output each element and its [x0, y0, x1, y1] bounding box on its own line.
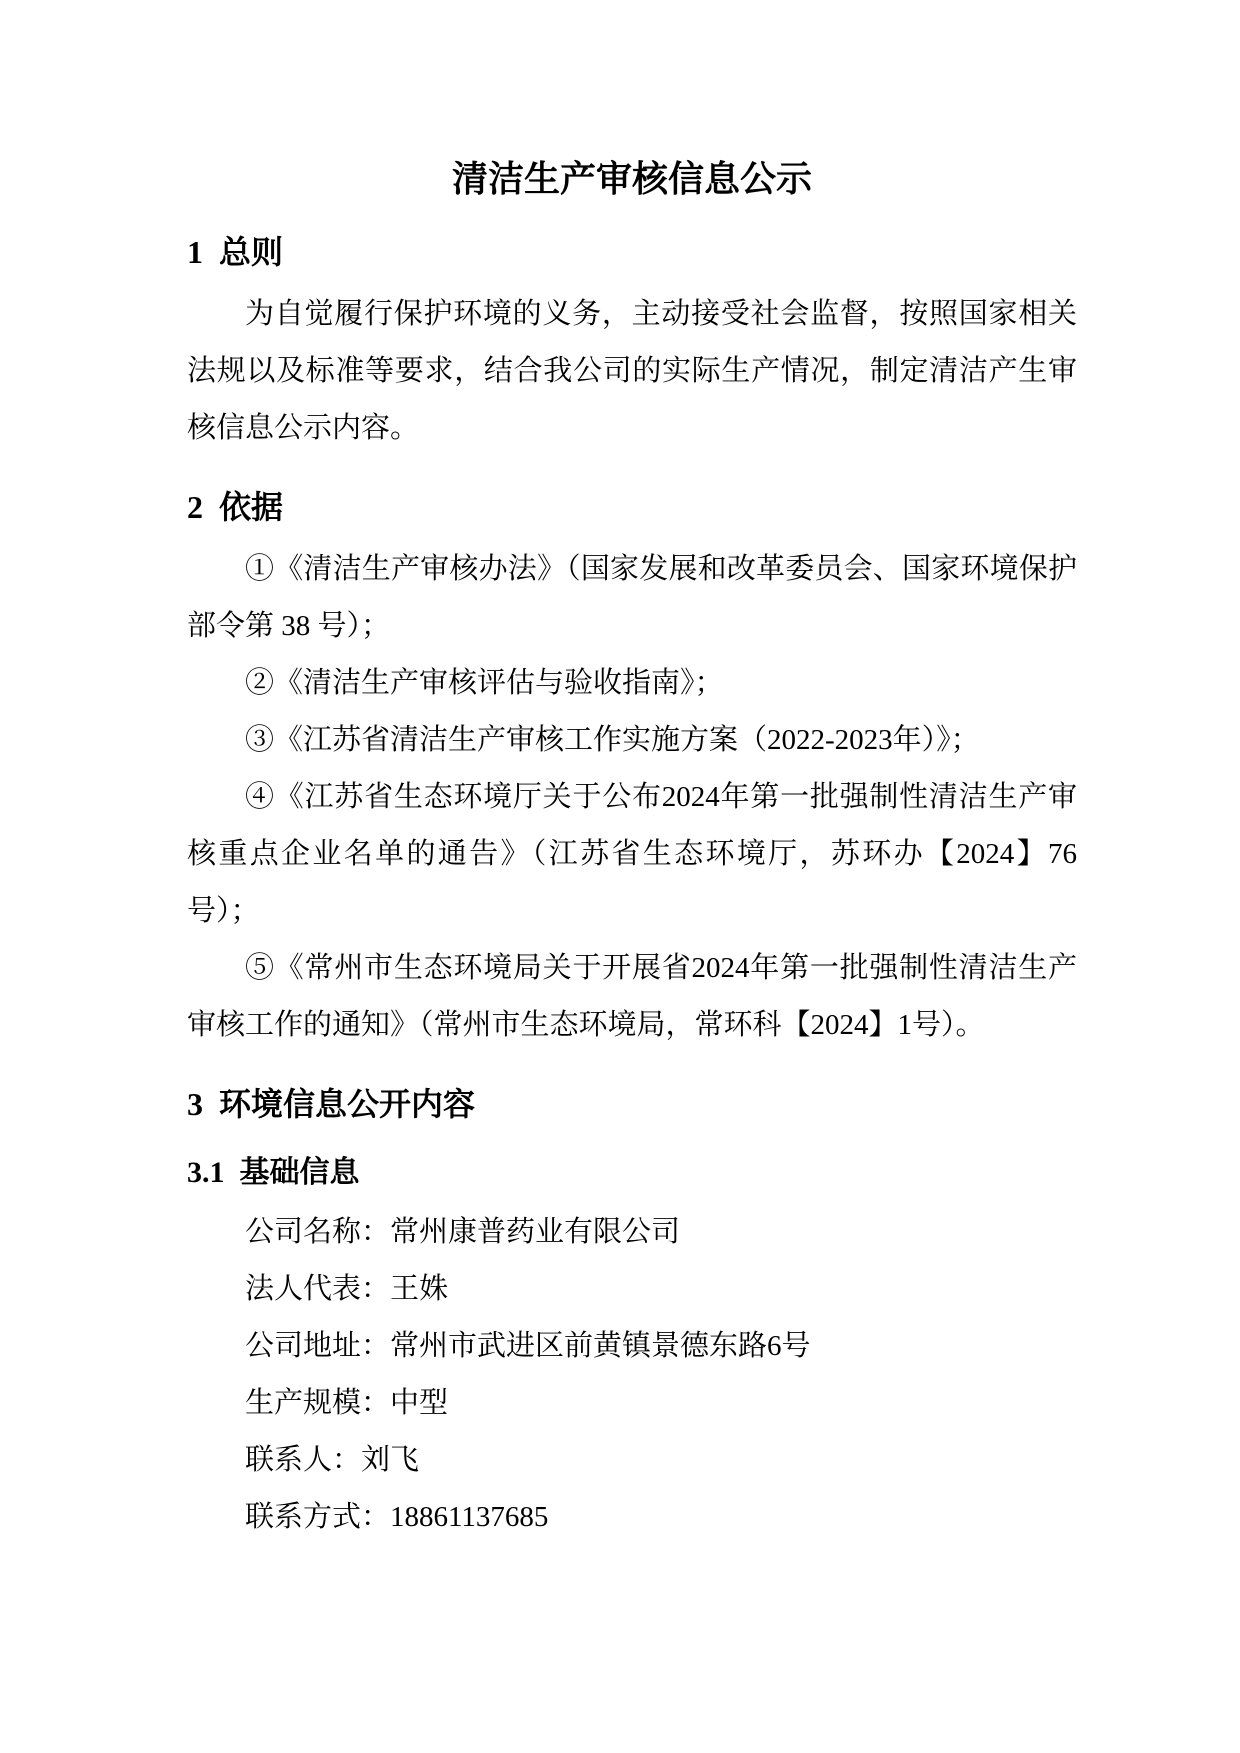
info-line-production-scale: 生产规模：中型	[245, 1387, 449, 1419]
info-line-contact-person: 联系人：刘飞	[245, 1444, 420, 1476]
basis-item-1: ①《清洁生产审核办法》（国家发展和改革委员会、国家环境保护部令第 38 号）；	[187, 553, 1077, 642]
basis-item-4: ④《江苏省生态环境厅关于公布2024年第一批强制性清洁生产审核重点企业名单的通告》（江苏省生态环境厅，苏环办【2024】76号）；	[187, 781, 1077, 927]
section-1-paragraph: 为自觉履行保护环境的义务，主动接受社会监督，按照国家相关法规以及标准等要求，结合我公司的实际生产情况，制定清洁产生审核信息公示内容。	[187, 298, 1077, 444]
section-1-heading: 1 总则	[187, 234, 284, 270]
basis-item-2: ②《清洁生产审核评估与验收指南》；	[245, 667, 724, 699]
info-line-company-name: 公司名称：常州康普药业有限公司	[245, 1216, 681, 1248]
basis-item-5: ⑤《常州市生态环境局关于开展省2024年第一批强制性清洁生产审核工作的通知》（常州市生态环境局，常环科【2024】1号）。	[187, 952, 1077, 1041]
info-line-company-address: 公司地址：常州市武进区前黄镇景德东路6号	[245, 1330, 811, 1362]
section-3-heading: 3 环境信息公开内容	[187, 1086, 476, 1122]
info-line-contact-phone: 联系方式：18861137685	[245, 1501, 549, 1533]
basis-item-3: ③《江苏省清洁生产审核工作实施方案（2022-2023年）》；	[245, 724, 980, 756]
info-line-legal-representative: 法人代表：王姝	[245, 1273, 449, 1305]
subsection-3-1-heading: 3.1 基础信息	[187, 1156, 360, 1189]
document-title: 清洁生产审核信息公示	[451, 159, 812, 199]
section-2-heading: 2 依据	[187, 489, 284, 525]
